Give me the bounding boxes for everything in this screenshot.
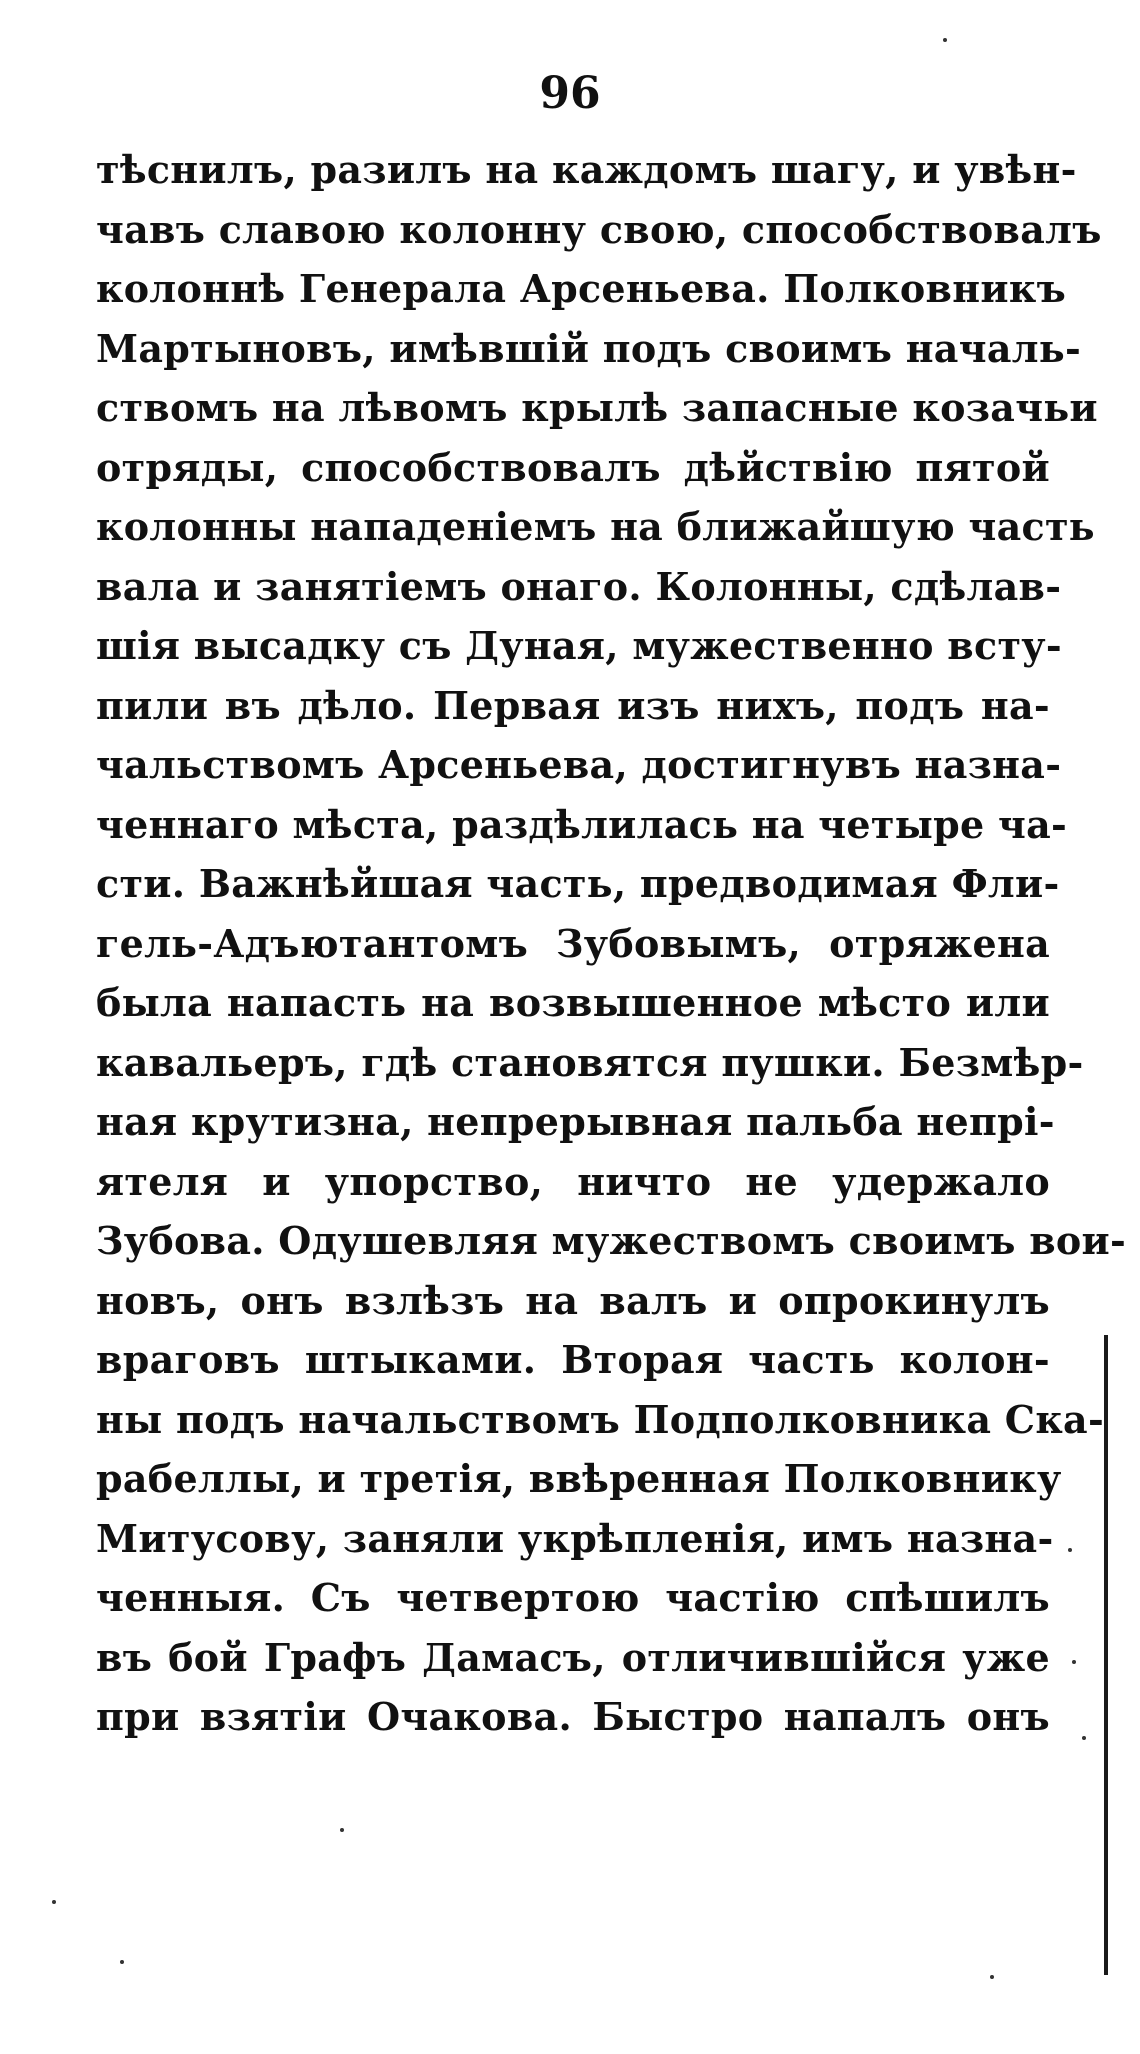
text-line: гель-Адъютантомъ Зубовымъ, отряжена	[96, 920, 1050, 966]
margin-rule	[1104, 1335, 1108, 1975]
print-speck	[1072, 1660, 1076, 1664]
page-number: 96	[539, 68, 601, 119]
text-line: сти. Важнѣйшая часть, предводимая Фли-	[96, 861, 1060, 906]
text-line: шія высадку съ Дуная, мужественно всту-	[96, 623, 1062, 668]
text-line: пили въ дѣло. Первая изъ нихъ, подъ на-	[96, 682, 1050, 728]
text-line: ствомъ на лѣвомъ крылѣ запасные козачьи	[96, 385, 1098, 430]
print-speck	[340, 1828, 344, 1832]
text-line: колонны нападеніемъ на ближайшую часть	[96, 504, 1095, 549]
print-speck	[943, 38, 947, 42]
text-line: въ бой Графъ Дамасъ, отличившійся уже	[96, 1634, 1050, 1680]
text-line: отряды, способствовалъ дѣйствію пятой	[96, 444, 1050, 490]
text-line: чавъ славою колонну свою, способствовалъ	[96, 206, 1102, 252]
text-line: вала и занятіемъ онаго. Колонны, сдѣлав-	[96, 563, 1062, 609]
print-speck	[1068, 1548, 1072, 1552]
text-line: Зубова. Одушевляя мужествомъ своимъ вои-	[96, 1218, 1127, 1263]
text-line: была напасть на возвышенное мѣсто или	[96, 980, 1050, 1025]
body-text	[96, 140, 1127, 1747]
text-line: чальствомъ Арсеньева, достигнувъ назна-	[96, 742, 1062, 787]
print-speck	[52, 1900, 56, 1904]
text-line: враговъ штыками. Вторая часть колон-	[96, 1337, 1050, 1382]
text-line: ятеля и упорство, ничто не удержало	[96, 1158, 1050, 1204]
text-line: кавальеръ, гдѣ становятся пушки. Безмѣр-	[96, 1039, 1084, 1085]
text-line: ченнаго мѣста, раздѣлилась на четыре ча-	[96, 801, 1068, 847]
text-line: тѣснилъ, разилъ на каждомъ шагу, и увѣн-	[96, 147, 1077, 192]
text-line: новъ, онъ взлѣзъ на валъ и опрокинулъ	[96, 1277, 1050, 1323]
print-speck	[1082, 1736, 1086, 1740]
text-line: ная крутизна, непрерывная пальба непрі-	[96, 1099, 1055, 1144]
text-line: ны подъ начальствомъ Подполковника Ска-	[96, 1396, 1105, 1442]
text-line: при взятіи Очакова. Быстро напалъ онъ	[96, 1694, 1050, 1739]
text-line: ченныя. Съ четвертою частію спѣшилъ	[96, 1575, 1050, 1620]
text-line: рабеллы, и третія, ввѣренная Полковнику	[96, 1456, 1062, 1501]
print-speck	[120, 1960, 124, 1964]
text-line: колоннѣ Генерала Арсеньева. Полковникъ	[96, 266, 1067, 311]
text-line: Митусову, заняли укрѣпленія, имъ назна-	[96, 1515, 1054, 1561]
text-line: Мартыновъ, имѣвшій подъ своимъ началь-	[96, 325, 1082, 371]
print-speck	[990, 1975, 994, 1979]
